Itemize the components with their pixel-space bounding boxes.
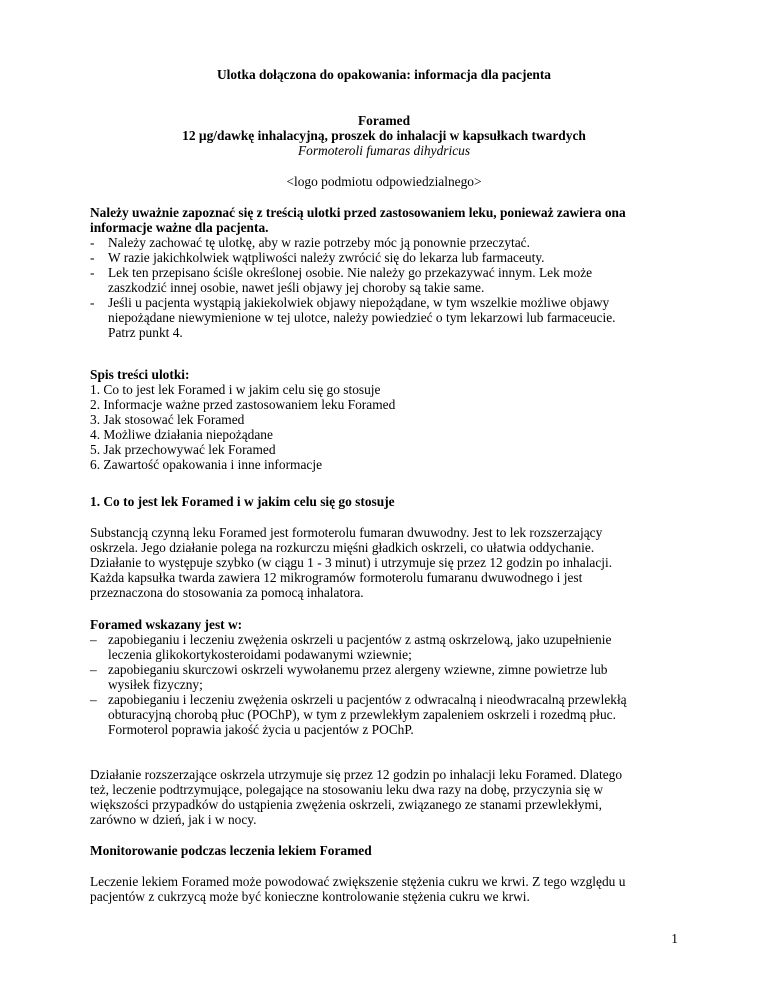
dash-marker: –: [90, 632, 97, 647]
warning-item: Jeśli u pacjenta wystąpią jakiekolwiek objawy niepożądane, w tym wszelkie możliwe objawy: [108, 295, 610, 310]
section-1-paragraph: zarówno w dzień, jak i w nocy.: [90, 812, 257, 827]
warning-item: Lek ten przepisano ściśle określonej osobie. Nie należy go przekazywać innym. Lek może: [108, 265, 593, 280]
indication-item-cont: Formoterol poprawia jakość życia u pacjentów z POChP.: [108, 722, 414, 737]
toc-item: 1. Co to jest lek Foramed i w jakim celu się go stosuje: [90, 382, 381, 397]
warning-line-2: informacje ważne dla pacjenta.: [90, 220, 269, 235]
section-1-paragraph: Działanie to występuje szybko (w ciągu 1 - 3 minut) i utrzymuje się przez 12 godzin po inhalacji.: [90, 555, 613, 570]
logo-placeholder: <logo podmiotu odpowiedzialnego>: [286, 174, 482, 189]
indication-item-cont: wysiłek fizyczny;: [108, 677, 203, 692]
section-1-paragraph: Substancją czynną leku Foramed jest formoterolu fumaran dwuwodny. Jest to lek rozszerzający: [90, 525, 603, 540]
dash-marker: –: [90, 662, 97, 677]
bullet-marker: -: [90, 250, 95, 265]
product-form: 12 µg/dawkę inhalacyjną, proszek do inhalacji w kapsułkach twardych: [182, 128, 586, 143]
section-1-heading: 1. Co to jest lek Foramed i w jakim celu się go stosuje: [90, 494, 395, 509]
indication-item: zapobieganiu i leczeniu zwężenia oskrzeli u pacjentów z odwracalną i nieodwracalną przewlekłą: [108, 692, 627, 707]
monitoring-paragraph: Leczenie lekiem Foramed może powodować zwiększenie stężenia cukru we krwi. Z tego względu u: [90, 874, 626, 889]
bullet-marker: -: [90, 295, 95, 310]
page-number: 1: [671, 931, 678, 946]
indication-item: zapobieganiu i leczeniu zwężenia oskrzeli u pacjentów z astmą oskrzelową, jako uzupełnienie: [108, 632, 612, 647]
toc-item: 2. Informacje ważne przed zastosowaniem leku Foramed: [90, 397, 396, 412]
product-substance: Formoteroli fumaras dihydricus: [297, 143, 471, 158]
toc-item: 3. Jak stosować lek Foramed: [90, 412, 245, 427]
indication-item-cont: obturacyjną chorobą płuc (POChP), w tym z przewlekłym zapaleniem oskrzeli i rozedmą płuc.: [108, 707, 616, 722]
bullet-marker: -: [90, 265, 95, 280]
warning-item-cont: niepożądane niewymienione w tej ulotce, należy powiedzieć o tym lekarzowi lub farmaceucie.: [108, 310, 616, 325]
indication-item-cont: leczenia glikokortykosteroidami podawanymi wziewnie;: [108, 647, 412, 662]
section-1-paragraph: przeznaczona do stosowania za pomocą inhalatora.: [90, 585, 364, 600]
indications-heading: Foramed wskazany jest w:: [90, 617, 243, 632]
dash-marker: –: [90, 692, 97, 707]
warning-item: W razie jakichkolwiek wątpliwości należy zwrócić się do lekarza lub farmaceuty.: [108, 250, 545, 265]
product-name: Foramed: [357, 113, 411, 128]
toc-heading: Spis treści ulotki:: [90, 367, 190, 382]
monitoring-heading: Monitorowanie podczas leczenia lekiem Foramed: [90, 843, 372, 858]
section-1-paragraph: Każda kapsułka twarda zawiera 12 mikrogramów formoterolu fumaranu dwuwodnego i jest: [90, 570, 583, 585]
bullet-marker: -: [90, 235, 95, 250]
indication-item: zapobieganiu skurczowi oskrzeli wywołanemu przez alergeny wziewne, zimne powietrze lub: [108, 662, 608, 677]
warning-item-cont: Patrz punkt 4.: [108, 325, 183, 340]
toc-item: 6. Zawartość opakowania i inne informacje: [90, 457, 323, 472]
section-1-paragraph: większości przypadków do ustąpienia zwężenia oskrzeli, związanego ze stanami przewlekłymi,: [90, 797, 602, 812]
section-1-paragraph: Działanie rozszerzające oskrzela utrzymuje się przez 12 godzin po inhalacji leku Foramed. Dlatego: [90, 767, 623, 782]
toc-item: 4. Możliwe działania niepożądane: [90, 427, 273, 442]
monitoring-paragraph: pacjentów z cukrzycą może być konieczne kontrolowanie stężenia cukru we krwi.: [90, 889, 530, 904]
section-1-paragraph: też, leczenie podtrzymujące, polegające na stosowaniu leku dwa razy na dobę, przyczynia się w: [90, 782, 604, 797]
section-1-paragraph: oskrzela. Jego działanie polega na rozkurczu mięśni gładkich oskrzeli, co ułatwia oddychanie.: [90, 540, 595, 555]
toc-item: 5. Jak przechowywać lek Foramed: [90, 442, 276, 457]
warning-item: Należy zachować tę ulotkę, aby w razie potrzeby móc ją ponownie przeczytać.: [108, 235, 530, 250]
warning-line-1: Należy uważnie zapoznać się z treścią ulotki przed zastosowaniem leku, ponieważ zawiera ona: [90, 205, 626, 220]
warning-item-cont: zaszkodzić innej osobie, nawet jeśli objawy jej choroby są takie same.: [108, 280, 485, 295]
document-title: Ulotka dołączona do opakowania: informacja dla pacjenta: [216, 67, 552, 82]
